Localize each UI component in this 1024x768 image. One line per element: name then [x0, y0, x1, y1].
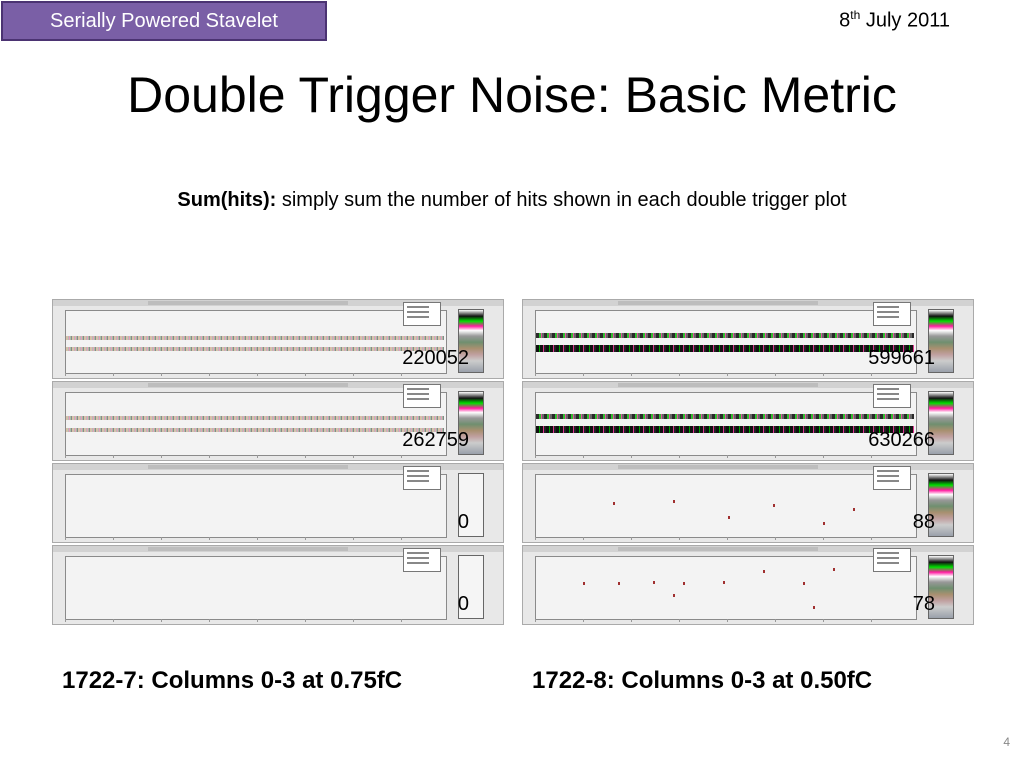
subtitle-term: Sum(hits): [177, 189, 277, 211]
plot-legend [403, 548, 441, 572]
plot-column-1722-8 [522, 299, 974, 627]
section-tag [1, 1, 327, 41]
hit-band [66, 336, 444, 340]
slide-title: Double Trigger Noise: Basic Metric [127, 67, 897, 123]
plot-legend [873, 548, 911, 572]
hit-sum-value: 262759 [402, 429, 469, 451]
plot-legend [403, 466, 441, 490]
plot-frame [65, 392, 447, 456]
hit-band [536, 333, 914, 338]
hit-band [536, 345, 914, 352]
section-tag-label: Serially Powered Stavelet [50, 9, 278, 32]
plot-legend [403, 384, 441, 408]
plot-legend [403, 302, 441, 326]
plot-legend [873, 302, 911, 326]
hit-sum-value: 220052 [402, 347, 469, 369]
double-trigger-plot [522, 463, 974, 543]
hit-band [536, 414, 914, 419]
caption-1722-7: 1722-7: Columns 0-3 at 0.75fC [62, 667, 403, 694]
double-trigger-plot [52, 381, 504, 461]
plot-frame [65, 474, 447, 538]
date-suffix: th [850, 8, 861, 22]
plot-column-1722-7 [52, 299, 504, 627]
hit-sum-value: 88 [912, 511, 935, 533]
hit-sum-value: 78 [912, 593, 935, 615]
double-trigger-plot [522, 299, 974, 379]
date-month-year: July 2011 [860, 9, 950, 32]
plot-frame [535, 392, 917, 456]
plot-frame [535, 310, 917, 374]
plot-frame [535, 474, 917, 538]
hit-sum-value: 0 [457, 511, 469, 533]
page-number: 4 [1003, 735, 1010, 749]
slide-subtitle [0, 189, 1024, 212]
plot-legend [873, 384, 911, 408]
slide-date [839, 8, 950, 33]
hit-sum-value: 599661 [868, 347, 935, 369]
hit-band [66, 347, 444, 351]
hit-sum-value: 630266 [868, 429, 935, 451]
double-trigger-plot [52, 299, 504, 379]
plot-legend [873, 466, 911, 490]
caption-1722-8: 1722-8: Columns 0-3 at 0.50fC [532, 667, 873, 694]
plot-frame [65, 310, 447, 374]
hit-band [66, 416, 444, 420]
hit-sum-value: 0 [457, 593, 469, 615]
date-day: 8 [839, 9, 851, 32]
plot-frame [535, 556, 917, 620]
double-trigger-plot [52, 545, 504, 625]
hit-band [66, 428, 444, 432]
double-trigger-plot [522, 545, 974, 625]
subtitle-description: simply sum the number of hits shown in each double trigger plot [276, 189, 847, 211]
hit-band [536, 426, 914, 433]
plot-frame [65, 556, 447, 620]
double-trigger-plot [52, 463, 504, 543]
double-trigger-plot [522, 381, 974, 461]
